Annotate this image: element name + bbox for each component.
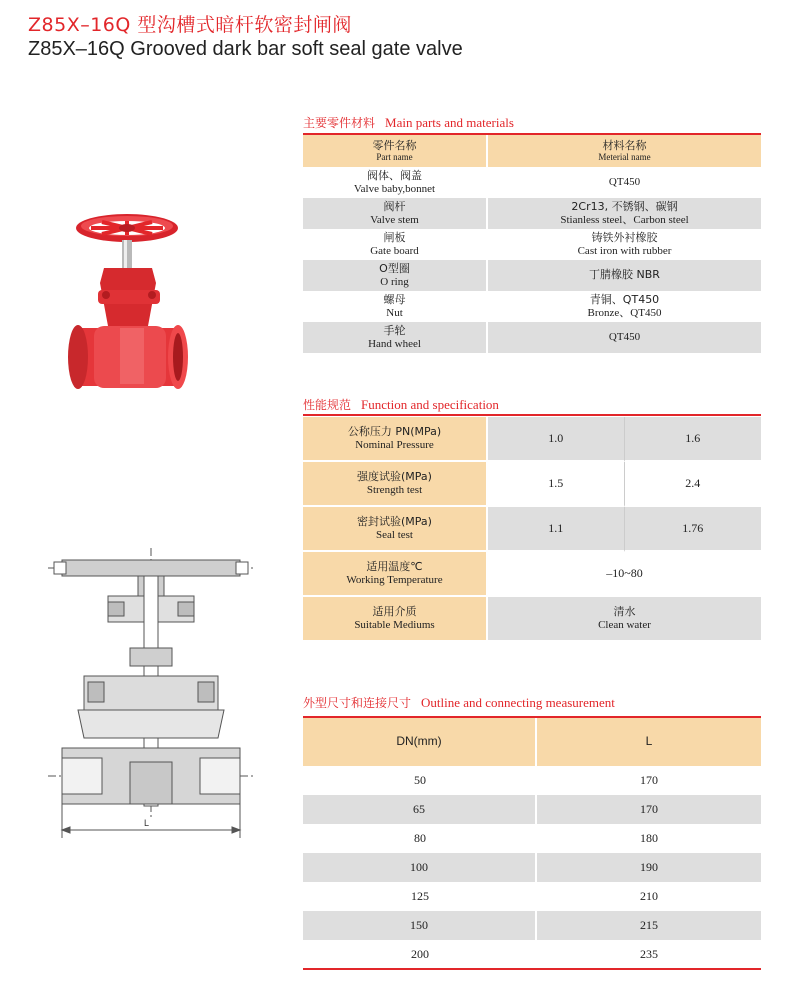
table-row <box>303 322 761 353</box>
part-cell <box>303 229 488 260</box>
l-cell: 170 <box>537 795 761 824</box>
material-line-2: Stianless steel、Carbon steel <box>560 213 689 226</box>
material-line-2: Bronze、QT450 <box>587 306 662 319</box>
spec-value: 1.5 <box>488 462 625 507</box>
table-row <box>303 824 761 853</box>
l-header: L <box>537 718 761 766</box>
dn-cell: 65 <box>303 795 537 824</box>
spec-label-cn: 强度试验(MPa) <box>357 469 432 483</box>
dn-cell: 125 <box>303 882 537 911</box>
spec-value: 1.76 <box>625 507 762 552</box>
material-name-header <box>488 135 761 167</box>
part-cn: 阀体、阀盖 <box>367 168 422 182</box>
part-en: Nut <box>386 306 403 319</box>
spec-label <box>303 462 488 507</box>
part-en: Gate board <box>370 244 419 257</box>
dn-cell: 200 <box>303 940 537 969</box>
spec-label-cn: 适用温度℃ <box>366 559 423 573</box>
table-row <box>303 766 761 795</box>
spec-label <box>303 507 488 552</box>
medium-value-cn: 清水 <box>613 604 636 618</box>
dims-title-cn: 外型尺寸和连接尺寸 <box>303 696 412 710</box>
table-row <box>303 911 761 940</box>
material-cell <box>488 198 761 229</box>
medium-value <box>488 597 761 642</box>
material-line-1: 青铜、QT450 <box>589 292 660 306</box>
page-title-cn: Z85X–16Q 型沟槽式暗杆软密封闸阀 <box>28 14 352 36</box>
part-cell <box>303 322 488 353</box>
dn-cell: 50 <box>303 766 537 795</box>
material-cell <box>488 167 761 198</box>
spec-label-en: Nominal Pressure <box>355 438 434 451</box>
spec-title-cn: 性能规范 <box>303 398 352 412</box>
dimension-label-l: L <box>144 818 150 828</box>
part-name-header-en: Part name <box>376 152 413 163</box>
table-row <box>303 795 761 824</box>
spec-label-en: Seal test <box>376 528 413 541</box>
spec-label-en: Strength test <box>366 483 423 496</box>
dims-bottom-divider <box>303 968 761 970</box>
parts-table <box>303 135 761 353</box>
spec-value: 1.6 <box>625 417 762 462</box>
parts-table-header <box>303 135 761 167</box>
table-row <box>303 507 761 552</box>
l-cell: 180 <box>537 824 761 853</box>
l-cell: 170 <box>537 766 761 795</box>
part-cn: O型圈 <box>379 261 410 275</box>
l-cell: 215 <box>537 911 761 940</box>
l-cell: 190 <box>537 853 761 882</box>
l-cell: 210 <box>537 882 761 911</box>
table-row <box>303 167 761 198</box>
spec-label-cn: 适用介质 <box>372 604 417 618</box>
table-row <box>303 198 761 229</box>
spec-value: 1.0 <box>488 417 625 462</box>
l-cell: 235 <box>537 940 761 969</box>
material-line-2: Cast iron with rubber <box>577 244 672 257</box>
hand-wheel-image <box>76 214 178 242</box>
spec-label-cn: 密封试验(MPa) <box>357 514 432 528</box>
table-row <box>303 940 761 969</box>
part-cell <box>303 167 488 198</box>
table-row <box>303 417 761 462</box>
material-name-header-en: Meterial name <box>598 152 651 163</box>
page-title-en: Z85X–16Q Grooved dark bar soft seal gate valve <box>28 38 463 60</box>
spec-value: 2.4 <box>625 462 762 507</box>
material-line-1: 铸铁外衬橡胶 <box>591 230 658 244</box>
spec-label-en: Suitable Mediums <box>354 618 435 631</box>
spec-label-cn: 公称压力 PN(MPa) <box>347 424 442 438</box>
table-row <box>303 597 761 642</box>
part-cell <box>303 198 488 229</box>
valve-section-drawing <box>48 548 254 840</box>
material-line-1: QT450 <box>608 331 641 344</box>
spec-label-en: Working Temperature <box>346 573 443 586</box>
part-cn: 手轮 <box>383 323 406 337</box>
material-line-1: 2Cr13, 不锈钢、碳钢 <box>571 199 678 213</box>
part-en: Hand wheel <box>368 337 421 350</box>
dn-cell: 100 <box>303 853 537 882</box>
valve-photo <box>60 208 200 408</box>
spec-label <box>303 552 488 597</box>
spec-label <box>303 597 488 642</box>
table-row <box>303 260 761 291</box>
material-cell <box>488 260 761 291</box>
part-cn: 闸板 <box>383 230 406 244</box>
material-line-1: QT450 <box>608 176 641 189</box>
parts-title-cn: 主要零件材料 <box>303 116 376 130</box>
parts-title-en: Main parts and materials <box>385 115 514 130</box>
part-cn: 阀杆 <box>383 199 406 213</box>
table-row <box>303 291 761 322</box>
dn-cell: 150 <box>303 911 537 940</box>
material-cell <box>488 291 761 322</box>
dims-table-header <box>303 718 761 766</box>
temperature-value: –10~80 <box>488 552 761 597</box>
table-row <box>303 462 761 507</box>
material-cell <box>488 322 761 353</box>
table-row <box>303 552 761 597</box>
part-cell <box>303 260 488 291</box>
part-cn: 螺母 <box>383 292 406 306</box>
part-en: Valve baby,bonnet <box>353 182 436 195</box>
spec-title-en: Function and specification <box>361 397 499 412</box>
part-cell <box>303 291 488 322</box>
dn-cell: 80 <box>303 824 537 853</box>
parts-section-title <box>303 114 514 131</box>
part-name-header-cn: 零件名称 <box>372 138 417 152</box>
material-name-header-cn: 材料名称 <box>602 138 647 152</box>
dn-header: DN(mm) <box>303 718 537 766</box>
spec-divider <box>303 414 761 416</box>
spec-table <box>303 417 761 642</box>
part-en: Valve stem <box>370 213 419 226</box>
material-cell <box>488 229 761 260</box>
spec-label <box>303 417 488 462</box>
table-row <box>303 853 761 882</box>
table-row <box>303 229 761 260</box>
material-line-1: 丁腈橡胶 NBR <box>589 268 660 282</box>
spec-value: 1.1 <box>488 507 625 552</box>
dims-title-en: Outline and connecting measurement <box>421 695 615 710</box>
part-name-header <box>303 135 488 167</box>
spec-section-title <box>303 396 499 413</box>
part-en: O ring <box>380 275 409 288</box>
dims-section-title <box>303 694 615 711</box>
table-row <box>303 882 761 911</box>
medium-value-en: Clean water <box>598 618 651 631</box>
dims-table <box>303 718 761 969</box>
